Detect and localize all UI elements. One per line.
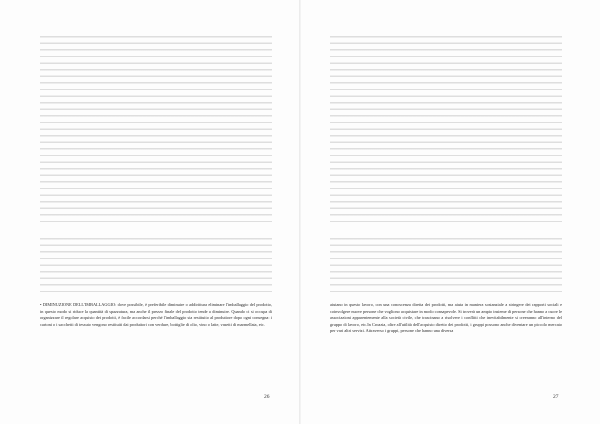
text-block [330,236,562,294]
paragraph-diminuzione-imballaggio: • DIMINUZIONE DELL'IMBALLAGGIO: dove possibile, è preferibile diminuire o addirittura eliminare l'imballaggio del prodotto, in questo modo si riduce la quantità di spazzatura, ma anche il prezzo finale del prodotto tende a diminuire. Quando ci si occupa di organizzare il regolare acquisto dei prodotti, è facile accordarsi perché l'imballaggio sia restituito al produttore dopo ogni consegna: i cartoni o i sacchetti di tessuto vengono restituiti dai produttori con verdure, bottiglie di olio, vino o latte, vasetti di marmellata, etc. [40,302,272,327]
text-block [330,34,562,224]
right-page [330,30,562,386]
page-number-right: 27 [553,394,559,400]
page-gutter [299,0,301,424]
paragraph-gruppi-servizi: aiutano in questo lavoro, con una conoscenza diretta dei prodotti, ma aiuta in maniera sostanziale a stringere dei rapporti sociali e coinvolgere nuove persone che vogliono acquistare in modo consapevole. Si troverà un ampio insieme di persone che hanno a cuore le associazioni apparentemente alla società civile, che trascinano a risolvere i conflitti che inevitabilmente si creeranno all'interno del gruppo di lavoro, etc.In Croazia, oltre all'utilità dell'acquisto diretto dei prodotti, i gruppi possono anche diventare un piccolo mercato per vari altri servizi. Attraverso i gruppi, persone che hanno una diversa [330,302,562,334]
left-page [40,30,272,386]
text-block [40,34,272,224]
page-number-left: 26 [264,394,270,400]
text-block [40,236,272,294]
